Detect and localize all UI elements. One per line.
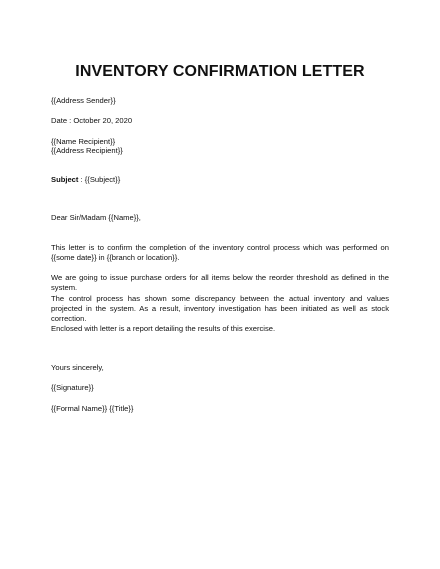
- signature: {{Signature}}: [51, 383, 94, 392]
- paragraph-enclosure: Enclosed with letter is a report detailing the results of this exercise.: [51, 324, 276, 333]
- address-recipient: {{Address Recipient}}: [51, 146, 123, 155]
- address-sender: {{Address Sender}}: [51, 96, 116, 105]
- subject-value: : {{Subject}}: [78, 175, 121, 184]
- letter-date: Date : October 20, 2020: [51, 116, 133, 125]
- subject-line: [51, 175, 120, 185]
- name-recipient: {{Name Recipient}}: [51, 137, 116, 146]
- subject-label: Subject: [51, 175, 79, 184]
- paragraph-purchase-orders: We are going to issue purchase orders for all items below the reorder threshold as defined in the system.: [51, 273, 389, 293]
- salutation: Dear Sir/Madam {{Name}},: [51, 213, 141, 222]
- paragraph-confirmation: This letter is to confirm the completion of the inventory control process which was performed on {{some date}} in {{branch or location}}.: [51, 243, 389, 263]
- closing: Yours sincerely,: [51, 363, 104, 372]
- paragraph-discrepancy: The control process has shown some discrepancy between the actual inventory and values projected in the system. As a result, inventory investigation has been initiated as well as stock correction.: [51, 294, 389, 324]
- document-title: INVENTORY CONFIRMATION LETTER: [75, 63, 365, 80]
- formal-name-title: {{Formal Name}} {{Title}}: [51, 404, 134, 413]
